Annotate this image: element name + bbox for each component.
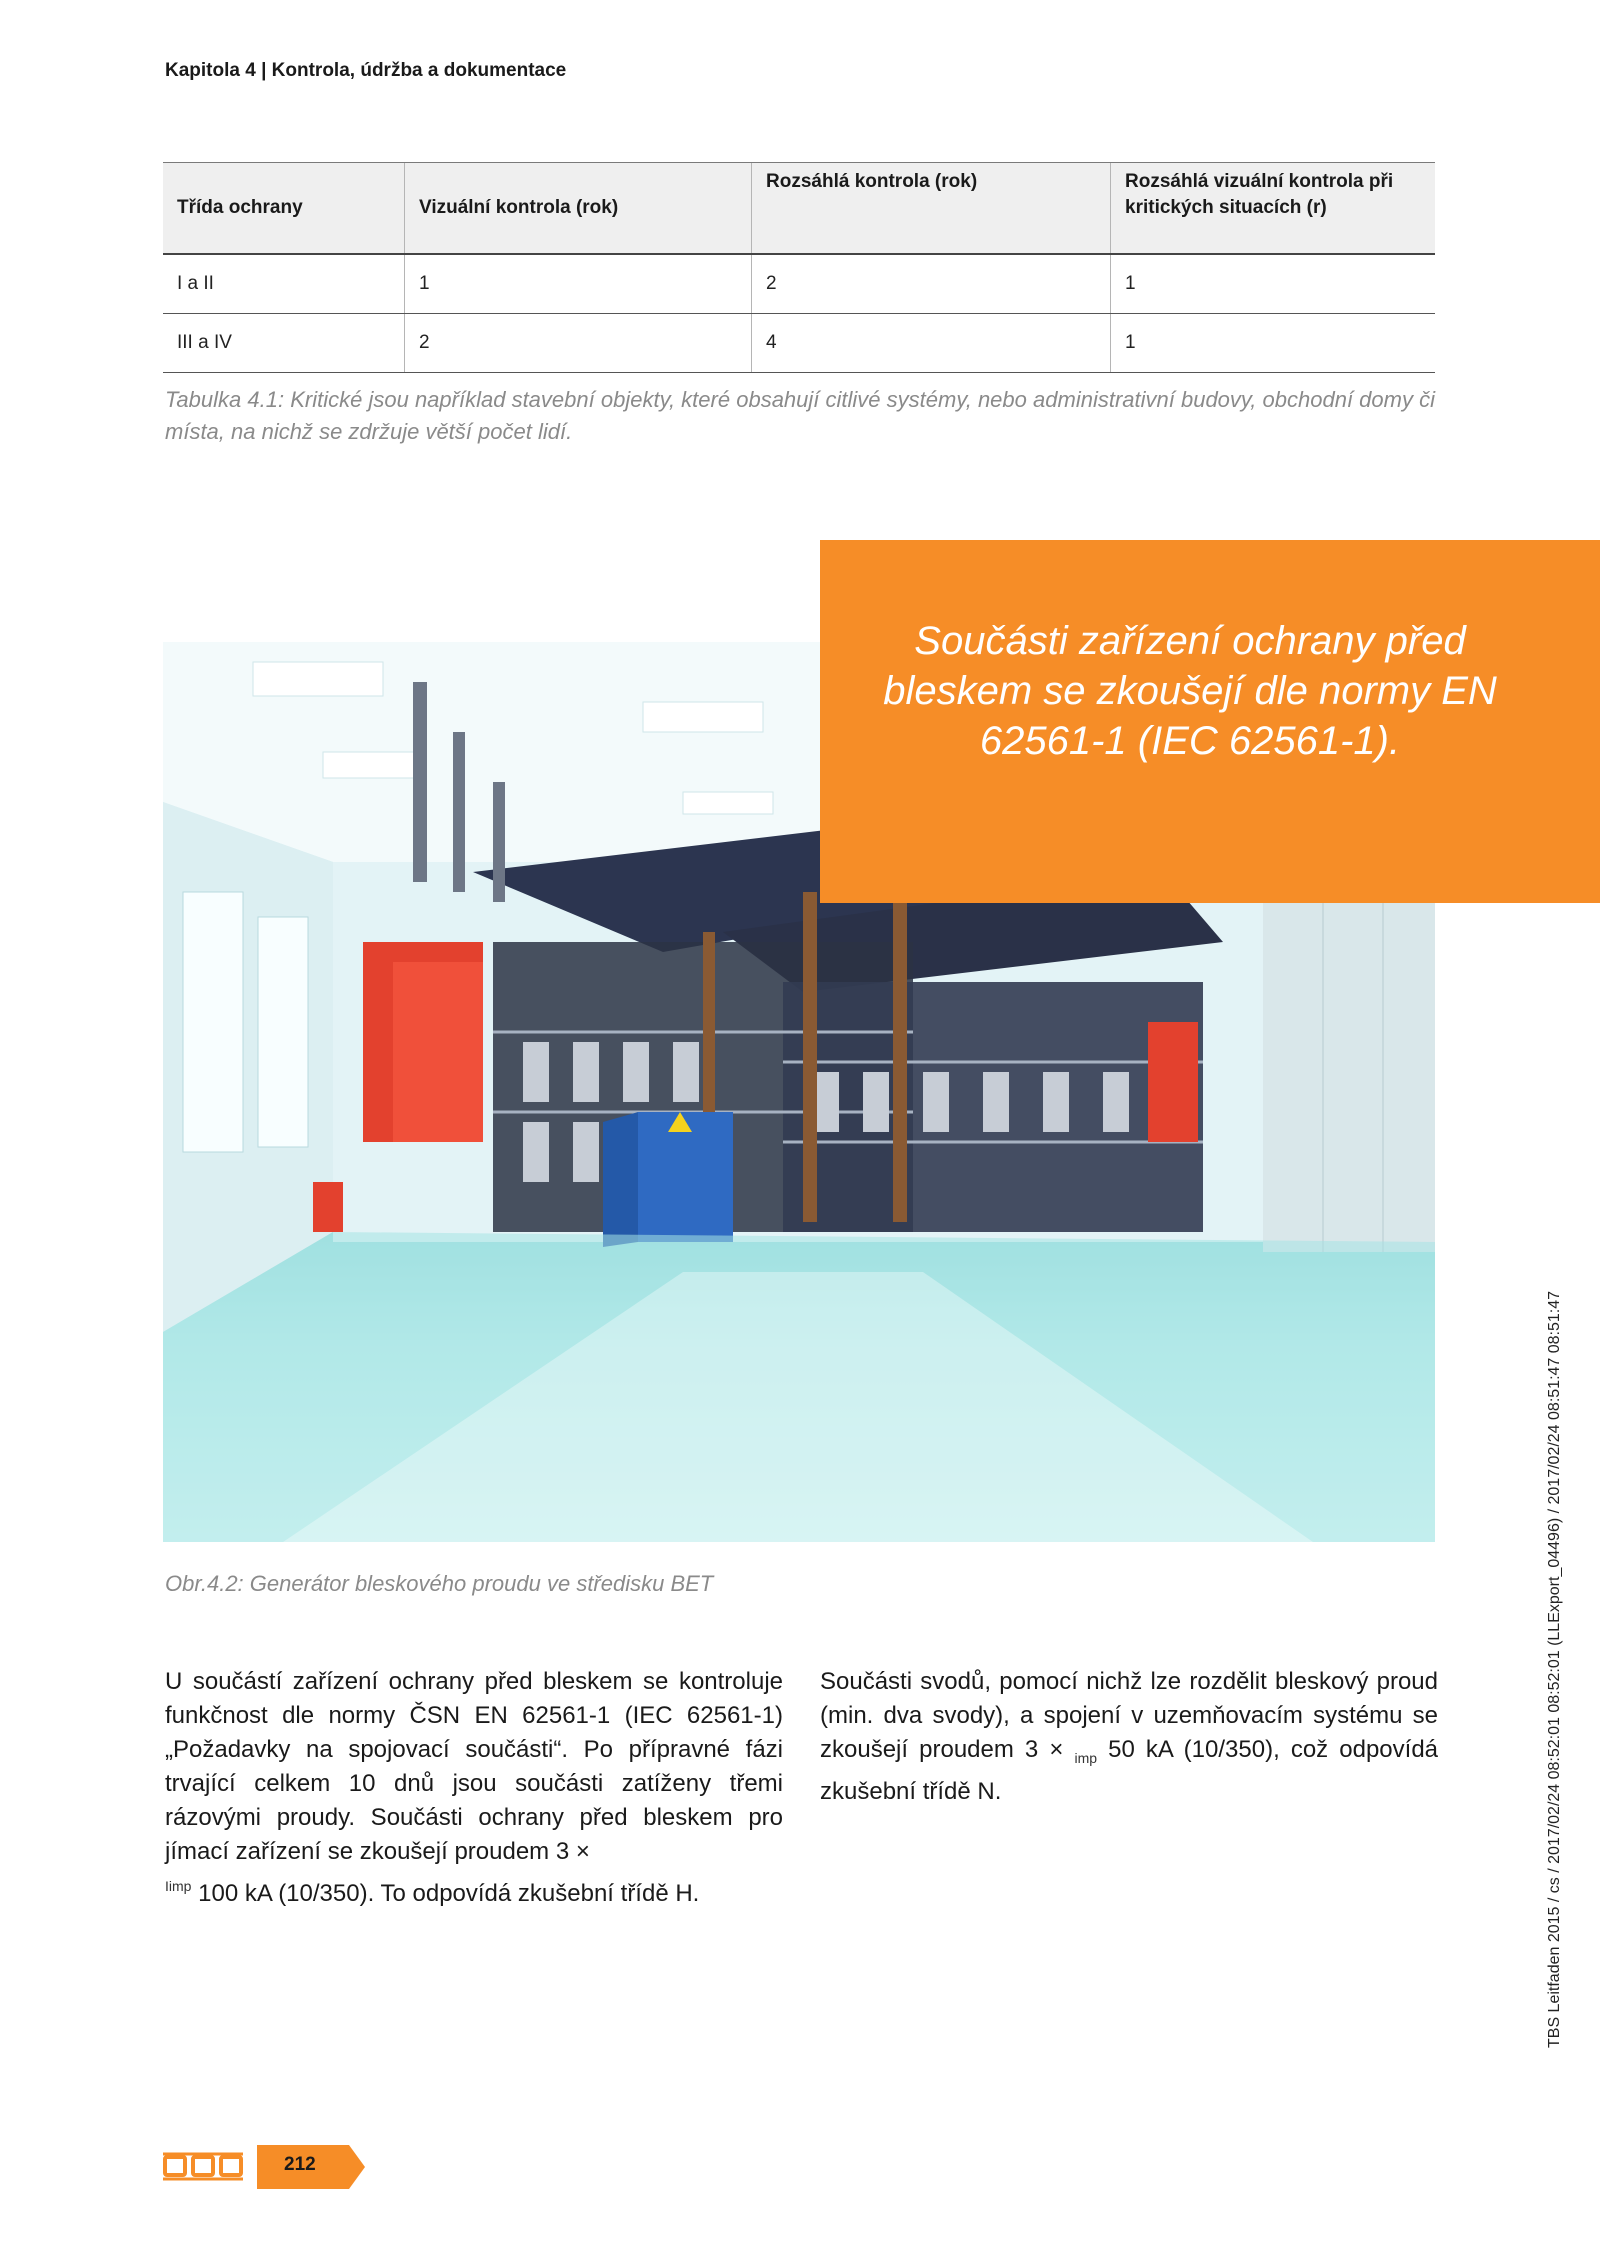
page-number: 212 [284, 2154, 316, 2175]
obo-logo [163, 2151, 243, 2186]
print-metadata-sidebar: TBS Leitfaden 2015 / cs / 2017/02/24 08:52:01 08:52:01 (LLExport_04496) / 2017/02/24 08:51:47 08:51:47 [1546, 1290, 1563, 2048]
table-row [163, 314, 1435, 373]
subscript-label: imp [1074, 1750, 1098, 1766]
callout-text: Součásti zařízení ochrany před bleskem se zkoušejí dle normy EN 62561-1 (IEC 62561-1). [883, 619, 1497, 763]
paragraph-text: U součástí zařízení ochrany před bleskem se kontroluje funkčnost dle normy ČSN EN 62561-1 (IEC 62561-1) „Požadavky na spojovací součásti“. Po přípravné fázi trvající celkem 10 dnů jsou součásti zatíženy třemi rázovými proudy. Součásti ochrany před bleskem pro jímací zařízení se zkoušejí proudem 3 × [165, 1668, 783, 1865]
inspection-interval-table [163, 162, 1435, 373]
table-cell: I a II [163, 254, 405, 314]
table-header-row [163, 163, 1435, 255]
chapter-header: Kapitola 4 | Kontrola, údržba a dokumentace [165, 60, 567, 81]
table-header-cell: Vizuální kontrola (rok) [405, 163, 752, 255]
table-cell: 1 [1111, 314, 1436, 373]
table-cell: III a IV [163, 314, 405, 373]
paragraph-text: Součásti svodů, pomocí nichž lze rozdělit bleskový proud (min. dva svody), a spojení v uzemňovacím systému se zkoušejí proudem 3 × [820, 1668, 1438, 1763]
table-cell: 1 [405, 254, 752, 314]
orange-callout-box [820, 540, 1600, 903]
table-cell: 1 [1111, 254, 1436, 314]
figure-caption: Obr.4.2: Generátor bleskového proudu ve středisku BET [165, 1571, 714, 1596]
table-row [163, 254, 1435, 314]
obo-logo-icon [163, 2151, 243, 2181]
table-cell: 2 [405, 314, 752, 373]
table-cell: 2 [752, 254, 1111, 314]
table-header-cell: Rozsáhlá vizuální kontrola při kritických situacích (r) [1111, 163, 1436, 255]
table-caption: Tabulka 4.1: Kritické jsou například stavební objekty, které obsahují citlivé systémy, nebo administrativní budovy, obchodní domy či místa, na nichž se zdržuje větší počet lidí. [165, 387, 1435, 444]
paragraph-text-end: 100 kA (10/350). To odpovídá zkušební třídě H. [198, 1880, 700, 1907]
paragraph-text-end: 50 kA (10/350), což odpovídá zkušební třídě N. [820, 1736, 1439, 1805]
table-header-cell: Rozsáhlá kontrola (rok) [752, 163, 1111, 255]
body-column-left [165, 1665, 783, 1911]
body-column-right [820, 1665, 1438, 1809]
table-cell: 4 [752, 314, 1111, 373]
subscript-label: Iimp [165, 1878, 192, 1894]
table-header-cell: Třída ochrany [163, 163, 405, 255]
